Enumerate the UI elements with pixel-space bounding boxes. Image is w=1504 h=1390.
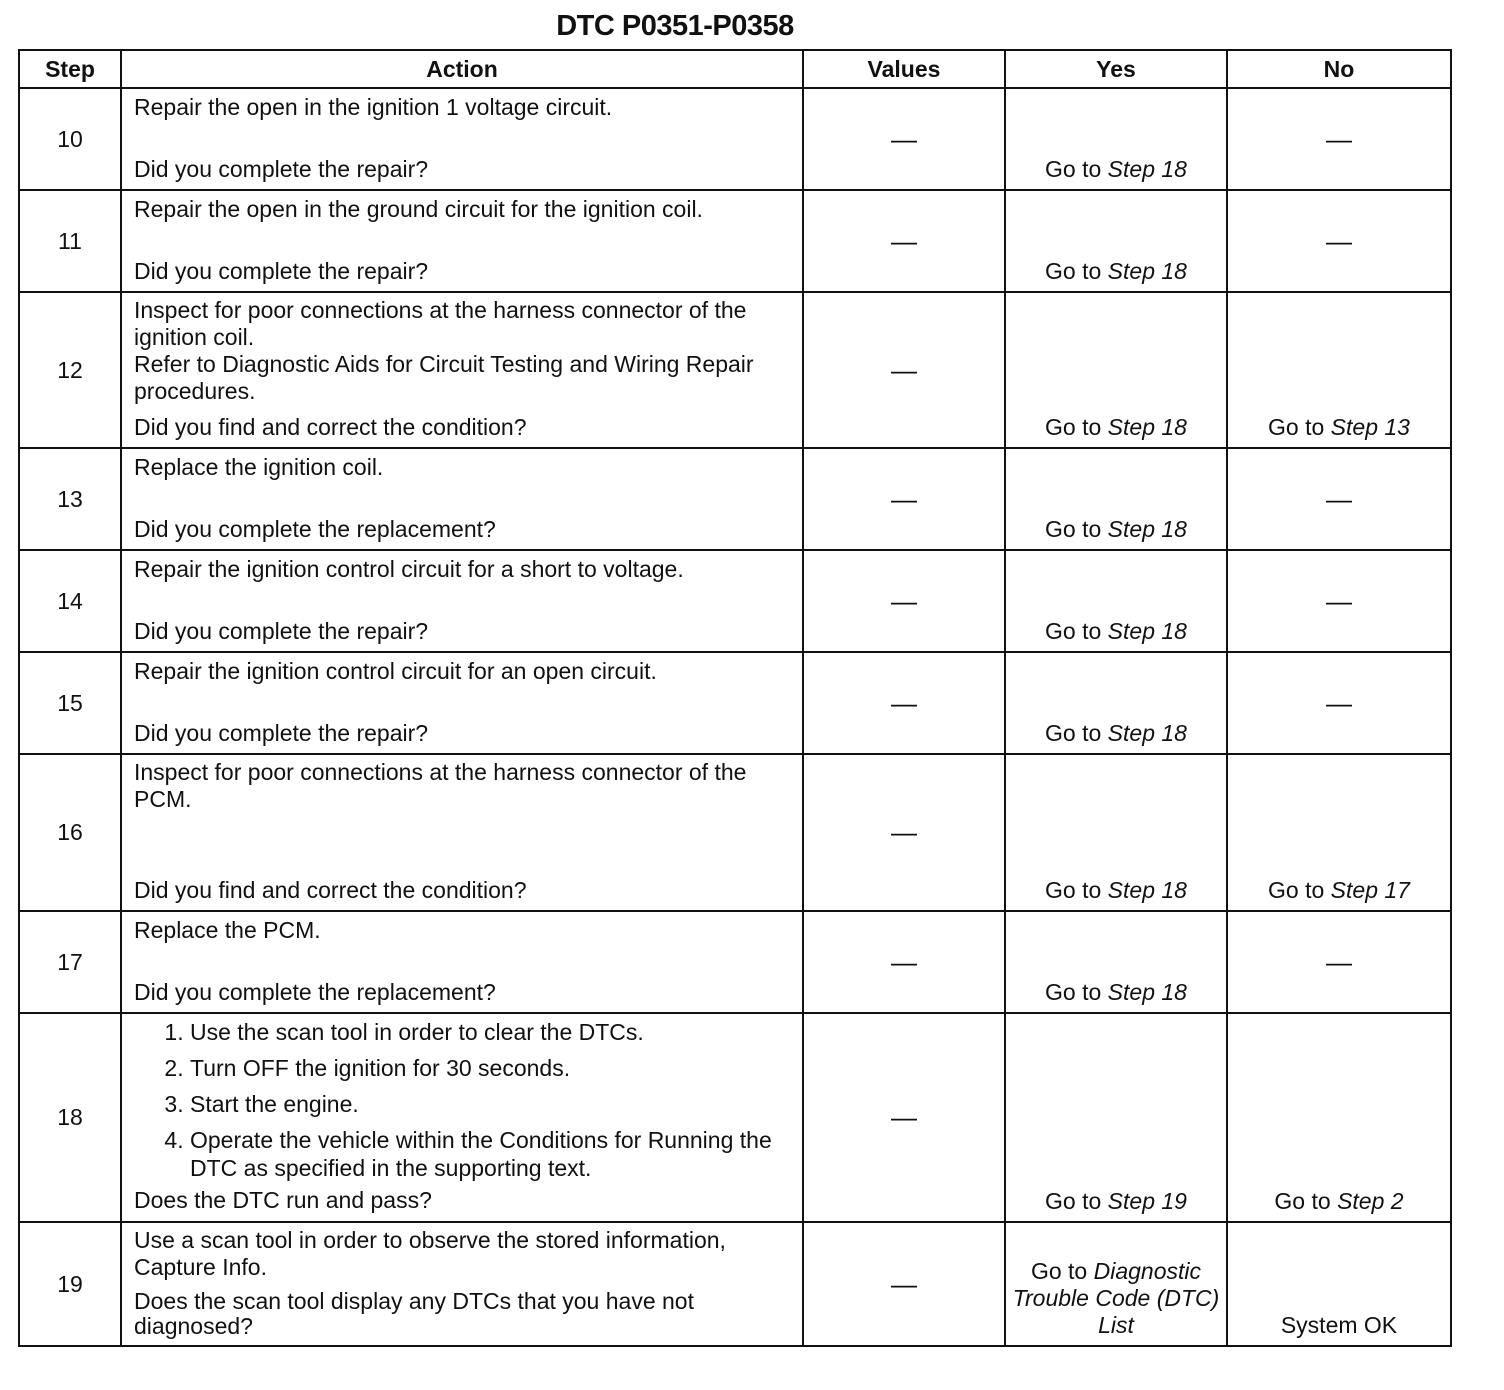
no-cell: — (1227, 550, 1451, 652)
table-row (19, 1013, 1451, 1222)
yes-prefix: Go to (1045, 156, 1102, 182)
procedure-item: 4. Operate the vehicle within the Conditions for Running the DTC as specified in the supporting text. (190, 1126, 794, 1182)
dtc-list-link[interactable]: Diagnostic Trouble Code (DTC) List (1012, 1258, 1220, 1338)
header-row (19, 50, 1451, 88)
yes-step-link[interactable]: Step 18 (1107, 877, 1187, 903)
procedure-list (134, 1018, 794, 1182)
yes-prefix: Go to (1045, 979, 1102, 1005)
values-cell: — (803, 754, 1005, 911)
table-row (19, 911, 1451, 1013)
procedure-item: 2. Turn OFF the ignition for 30 seconds. (190, 1054, 794, 1082)
step-number: 15 (19, 652, 121, 754)
no-prefix: Go to (1274, 1188, 1331, 1214)
step-number: 11 (19, 190, 121, 292)
yes-cell (1005, 550, 1227, 652)
yes-cell (1005, 448, 1227, 550)
no-cell: — (1227, 88, 1451, 190)
action-cell (121, 754, 803, 911)
action-cell (121, 652, 803, 754)
no-prefix: Go to (1268, 877, 1325, 903)
action-cell (121, 448, 803, 550)
table-row (19, 190, 1451, 292)
values-cell: — (803, 88, 1005, 190)
header-action: Action (121, 50, 803, 88)
no-cell (1227, 1013, 1451, 1222)
table-row (19, 448, 1451, 550)
step-number: 10 (19, 88, 121, 190)
action-cell (121, 550, 803, 652)
no-step-link[interactable]: Step 2 (1337, 1188, 1404, 1214)
action-question: Does the DTC run and pass? (134, 1187, 432, 1213)
header-no: No (1227, 50, 1451, 88)
yes-cell (1005, 1222, 1227, 1346)
yes-step-link[interactable]: Step 18 (1107, 258, 1187, 284)
no-cell: System OK (1227, 1222, 1451, 1346)
values-cell: — (803, 190, 1005, 292)
yes-prefix: Go to (1045, 877, 1102, 903)
table-row (19, 550, 1451, 652)
yes-cell (1005, 652, 1227, 754)
values-cell: — (803, 1013, 1005, 1222)
yes-prefix: Go to (1045, 1188, 1102, 1214)
step-number: 13 (19, 448, 121, 550)
yes-step-link[interactable]: Step 18 (1107, 618, 1187, 644)
action-question: Did you complete the repair? (134, 618, 429, 644)
table-row (19, 652, 1451, 754)
action-question: Did you complete the replacement? (134, 516, 496, 542)
procedure-item: 3. Start the engine. (190, 1090, 794, 1118)
values-cell: — (803, 550, 1005, 652)
page-title: DTC P0351-P0358 (556, 10, 794, 42)
action-question: Did you complete the repair? (134, 156, 429, 182)
action-text: Repair the ignition control circuit for an open circuit. (134, 658, 657, 684)
action-cell (121, 292, 803, 448)
step-number: 16 (19, 754, 121, 911)
action-cell (121, 190, 803, 292)
yes-cell (1005, 88, 1227, 190)
yes-prefix: Go to (1030, 1258, 1088, 1284)
no-cell: — (1227, 652, 1451, 754)
yes-prefix: Go to (1045, 258, 1102, 284)
yes-step-link[interactable]: Step 18 (1107, 156, 1187, 182)
step-number: 14 (19, 550, 121, 652)
step-number: 18 (19, 1013, 121, 1222)
action-text: Repair the ignition control circuit for a short to voltage. (134, 556, 684, 582)
values-cell: — (803, 448, 1005, 550)
values-cell: — (803, 292, 1005, 448)
yes-prefix: Go to (1045, 618, 1102, 644)
action-text: Use a scan tool in order to observe the stored information, Capture Info. (134, 1227, 726, 1280)
yes-step-link[interactable]: Step 18 (1107, 720, 1187, 746)
action-question: Did you find and correct the condition? (134, 414, 527, 440)
action-cell (121, 911, 803, 1013)
header-step: Step (19, 50, 121, 88)
action-question: Did you complete the repair? (134, 720, 429, 746)
yes-prefix: Go to (1045, 414, 1102, 440)
action-text: Repair the open in the ignition 1 voltage circuit. (134, 94, 613, 120)
step-number: 19 (19, 1222, 121, 1346)
table-row (19, 754, 1451, 911)
action-text: Inspect for poor connections at the harness connector of the ignition coil. (134, 297, 747, 350)
yes-cell (1005, 190, 1227, 292)
action-text: Repair the open in the ground circuit for the ignition coil. (134, 196, 703, 222)
action-cell (121, 88, 803, 190)
no-cell: — (1227, 448, 1451, 550)
yes-prefix: Go to (1045, 720, 1102, 746)
yes-step-link[interactable]: Step 19 (1107, 1188, 1187, 1214)
action-cell (121, 1222, 803, 1346)
no-cell: — (1227, 190, 1451, 292)
values-cell: — (803, 1222, 1005, 1346)
table-row (19, 292, 1451, 448)
header-yes: Yes (1005, 50, 1227, 88)
no-step-link[interactable]: Step 17 (1330, 877, 1410, 903)
procedure-item: 1. Use the scan tool in order to clear the DTCs. (190, 1018, 794, 1046)
action-text: Refer to Diagnostic Aids for Circuit Testing and Wiring Repair procedures. (134, 351, 754, 404)
action-question: Does the scan tool display any DTCs that you have not diagnosed? (134, 1288, 694, 1339)
action-question: Did you find and correct the condition? (134, 877, 527, 903)
values-cell: — (803, 652, 1005, 754)
no-cell (1227, 754, 1451, 911)
action-cell (121, 1013, 803, 1222)
table-row (19, 88, 1451, 190)
step-number: 12 (19, 292, 121, 448)
no-step-link[interactable]: Step 13 (1330, 414, 1410, 440)
yes-cell (1005, 292, 1227, 448)
action-text: Replace the ignition coil. (134, 454, 384, 480)
no-prefix: Go to (1268, 414, 1325, 440)
yes-prefix: Go to (1045, 516, 1102, 542)
dtc-table (18, 49, 1452, 1347)
yes-step-link[interactable]: Step 18 (1107, 979, 1187, 1005)
values-cell: — (803, 911, 1005, 1013)
no-cell (1227, 292, 1451, 448)
action-question: Did you complete the repair? (134, 258, 429, 284)
yes-cell (1005, 754, 1227, 911)
no-cell: — (1227, 911, 1451, 1013)
yes-step-link[interactable]: Step 18 (1107, 414, 1187, 440)
action-text: Replace the PCM. (134, 917, 321, 943)
action-question: Did you complete the replacement? (134, 979, 496, 1005)
header-values: Values (803, 50, 1005, 88)
table-row (19, 1222, 1451, 1346)
action-text: Inspect for poor connections at the harness connector of the PCM. (134, 759, 747, 812)
yes-cell (1005, 1013, 1227, 1222)
yes-cell (1005, 911, 1227, 1013)
yes-step-link[interactable]: Step 18 (1107, 516, 1187, 542)
step-number: 17 (19, 911, 121, 1013)
